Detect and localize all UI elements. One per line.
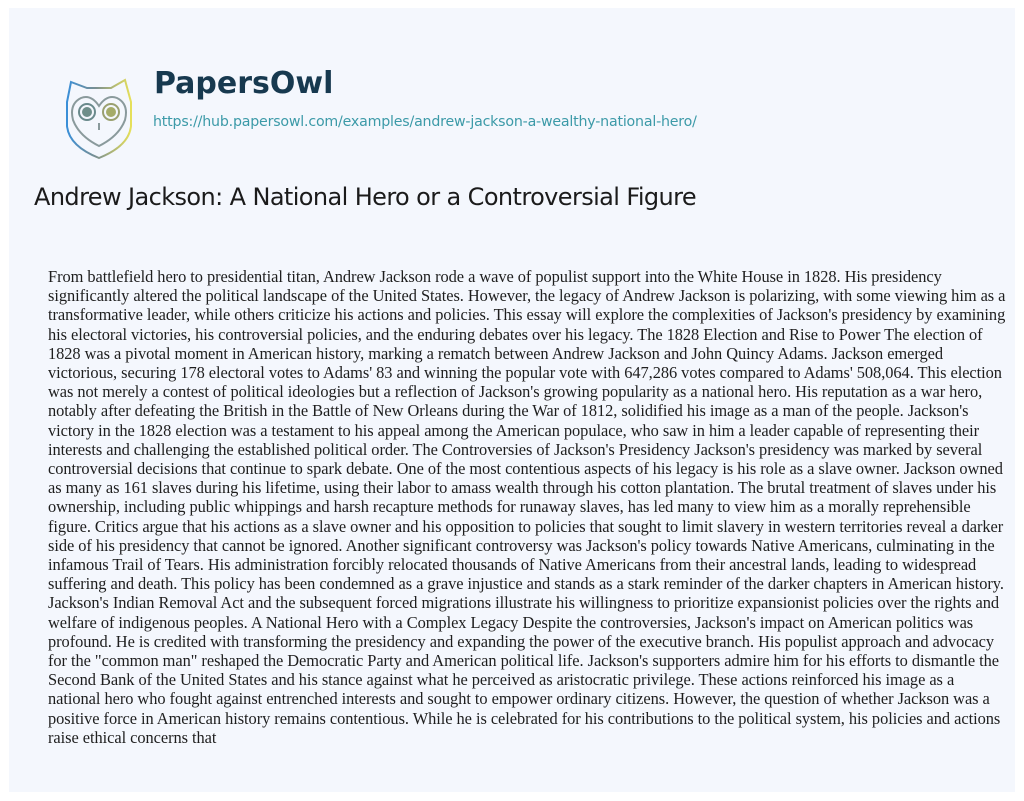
article-title: Andrew Jackson: A National Hero or a Controversial Figure — [34, 183, 697, 211]
article-body: From battlefield hero to presidential titan, Andrew Jackson rode a wave of populist support into the White House in 1828. His presidency significantly altered the political landscape of the United States. However, the legacy of Andrew Jackson is polarizing, with some viewing him as a transformative leader, while others criticize his actions and policies. This essay will explore the complexities of Jackson's presidency by examining his electoral victories, his controversial policies, and the enduring debates over his legacy. The 1828 Election and Rise to Power The election of 1828 was a pivotal moment in American history, marking a rematch between Andrew Jackson and John Quincy Adams. Jackson emerged victorious, securing 178 electoral votes to Adams' 83 and winning the popular vote with 647,286 votes compared to Adams' 508,064. This election was not merely a contest of political ideologies but a reflection of Jackson's growing popularity as a national hero. His reputation as a war hero, notably after defeating the British in the Battle of New Orleans during the War of 1812, solidified his image as a man of the people. Jackson's victory in the 1828 election was a testament to his appeal among the American populace, who saw in him a leader capable of representing their interests and challenging the established political order. The Controversies of Jackson's Presidency Jackson's presidency was marked by several controversial decisions that continue to spark debate. One of the most contentious aspects of his legacy is his role as a slave owner. Jackson owned as many as 161 slaves during his lifetime, using their labor to amass wealth through his cotton plantation. The brutal treatment of slaves under his ownership, including public whippings and harsh recapture methods for runaway slaves, has led many to view him as a morally reprehensible figure. Critics argue that his actions as a slave owner and his opposition to policies that sought to limit slavery in western territories reveal a darker side of his presidency that cannot be ignored. Another significant controversy was Jackson's policy towards Native Americans, culminating in the infamous Trail of Tears. His administration forcibly relocated thousands of Native Americans from their ancestral lands, leading to widespread suffering and death. This policy has been condemned as a grave injustice and stands as a stark reminder of the darker chapters in American history. Jackson's Indian Removal Act and the subsequent forced migrations illustrate his willingness to prioritize expansionist policies over the rights and welfare of indigenous peoples. A National Hero with a Complex Legacy Despite the controversies, Jackson's impact on American politics was profound. He is credited with transforming the presidency and expanding the power of the executive branch. His populist approach and advocacy for the "common man" reshaped the Democratic Party and American political life. Jackson's supporters admire him for his efforts to dismantle the Second Bank of the United States and his stance against what he perceived as aristocratic privilege. These actions reinforced his image as a national hero who fought against entrenched interests and sought to empower ordinary citizens. However, the question of whether Jackson was a positive force in American history remains contentious. While he is celebrated for his contributions to the political system, his policies and actions raise ethical concerns that — [48, 267, 1006, 747]
essay-preview-card — [9, 8, 1015, 792]
brand-name: PapersOwl — [154, 66, 334, 101]
owl-logo-icon — [51, 66, 147, 162]
header — [9, 8, 1015, 158]
article-url-link[interactable]: https://hub.papersowl.com/examples/andrew-jackson-a-wealthy-national-hero/ — [153, 114, 697, 130]
